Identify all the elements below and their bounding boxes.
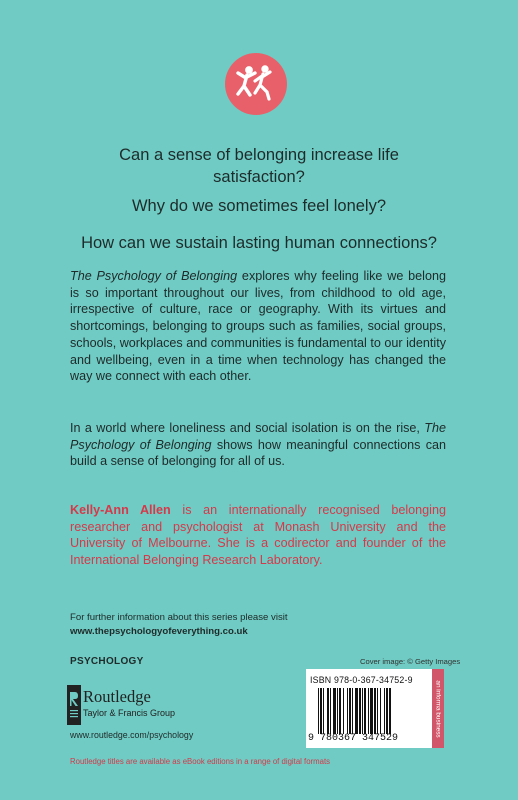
blurb-paragraph-1 [70, 268, 446, 385]
dancing-figures-icon [225, 53, 287, 115]
question-3: How can we sustain lasting human connections? [81, 234, 437, 252]
cover-image-credit: Cover image: © Getty Images [360, 657, 461, 666]
book-title: The Psychology of Belonging [70, 421, 446, 452]
question-2: Why do we sometimes feel lonely? [131, 197, 387, 215]
further-info-text: For further information about this series please visit [70, 612, 288, 623]
barcode-box [306, 669, 432, 748]
blurb-paragraph-2 [70, 420, 446, 470]
blurb-text: shows how meaningful connections can build a sense of belonging for all of us. [70, 437, 446, 469]
question-1: Can a sense of belonging increase life satisfaction? [119, 146, 399, 186]
subject-category: PSYCHOLOGY [70, 656, 144, 667]
publisher-name: Routledge [83, 687, 151, 706]
isbn-label: ISBN 978-0-367-34752-9 [310, 675, 413, 685]
barcode-icon [316, 688, 426, 734]
informa-text: an informa business [434, 679, 442, 738]
further-info [70, 611, 288, 639]
publisher-url[interactable]: www.routledge.com/psychology [70, 730, 194, 740]
blurb-text: In a world where loneliness and social isolation is on the rise, [70, 421, 425, 435]
routledge-mark-icon [67, 685, 81, 725]
publisher-group: Taylor & Francis Group [83, 708, 176, 718]
author-bio [70, 502, 446, 569]
routledge-logo [67, 685, 242, 727]
author-bio-text: is an internationally recognised belonging researcher and psychologist at Monash University and the University of Melbourne. She is a codirector and founder of the International Belonging Research Laboratory. [70, 503, 446, 568]
ebook-note: Routledge titles are available as eBook editions in a range of digital formats [70, 757, 331, 766]
informa-tab [432, 669, 444, 748]
blurb-text: explores why feeling like we belong is so important throughout our lives, from childhood to old age, irrespective of culture, race or geography. With its virtues and shortcomings, belonging to groups such as families, social groups, schools, workplaces and communities is fundamental to our identity and wellbeing, even in a time when technology has changed the way we connect with each other. [70, 269, 446, 384]
author-name: Kelly-Ann Allen [70, 503, 171, 517]
series-logo [225, 53, 287, 115]
series-website-link[interactable]: www.thepsychologyofeverything.co.uk [70, 626, 248, 637]
isbn-digits: 9 780367 347529 [308, 733, 399, 744]
book-title: The Psychology of Belonging [70, 269, 238, 283]
